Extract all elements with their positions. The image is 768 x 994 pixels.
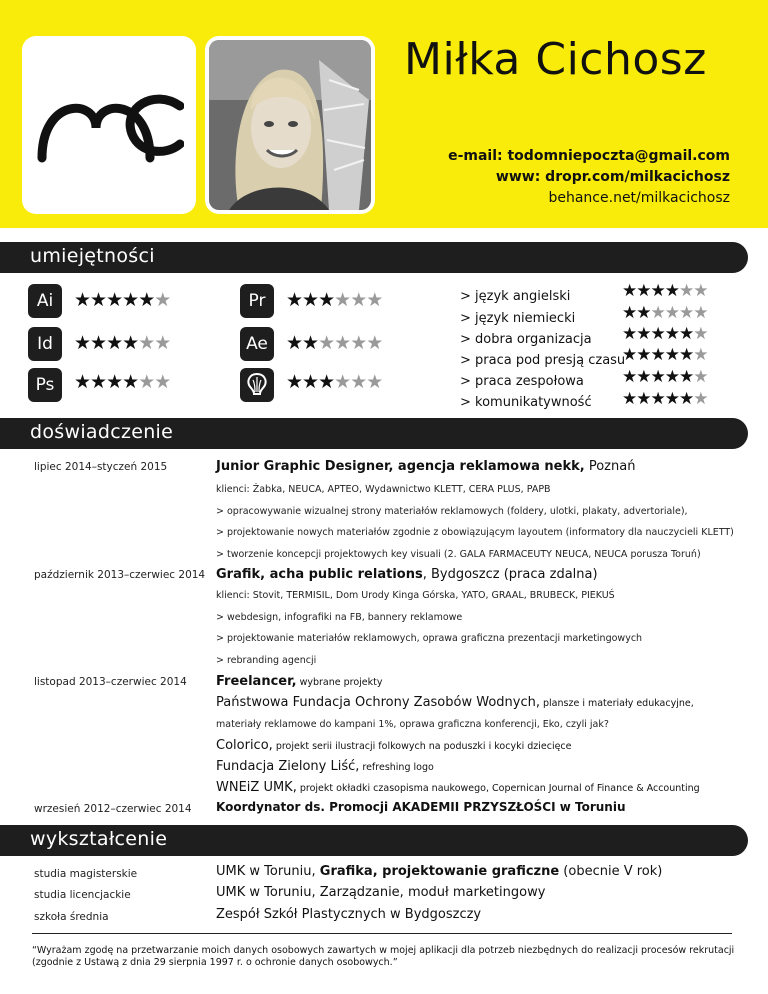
star-filled-icon: ★ [664,281,679,301]
bulb-icon [240,368,274,402]
section-skills [0,242,748,273]
star-filled-icon: ★ [286,371,303,393]
star-filled-icon: ★ [622,389,637,409]
star-filled-icon: ★ [664,367,679,387]
logo [22,36,196,214]
star-empty-icon: ★ [318,332,335,354]
job-role: Freelancer, [216,674,297,689]
project-client: Colorico, [216,738,273,753]
star-filled-icon: ★ [302,332,319,354]
portrait-image [209,40,371,210]
star-empty-icon: ★ [350,371,367,393]
star-empty-icon: ★ [334,289,351,311]
footer-divider [32,933,732,934]
star-filled-icon: ★ [318,289,335,311]
star-filled-icon: ★ [636,345,651,365]
rating-stars [286,332,382,354]
job-role: Grafik, acha public relations [216,567,423,582]
star-empty-icon: ★ [138,332,155,354]
job-bullet: > projektowanie nowych materiałów zgodnie z obowiązującym layoutem (informatory dla nauczycieli KLETT) [216,527,734,538]
rating-stars [286,289,382,311]
skill-item: > praca pod presją czasu [460,353,626,368]
star-filled-icon: ★ [650,281,665,301]
education-level: szkoła średnia [34,911,109,923]
rating-stars [622,303,708,323]
job-date: wrzesień 2012–czerwiec 2014 [34,803,192,815]
star-filled-icon: ★ [679,345,694,365]
star-filled-icon: ★ [664,345,679,365]
star-empty-icon: ★ [366,289,383,311]
rating-stars [622,389,708,409]
star-empty-icon: ★ [350,289,367,311]
star-filled-icon: ★ [636,303,651,323]
section-experience [0,418,748,449]
star-empty-icon: ★ [693,281,708,301]
profile-photo [205,36,375,214]
star-filled-icon: ★ [122,371,139,393]
star-filled-icon: ★ [286,289,303,311]
section-education [0,825,748,856]
skill-item: > dobra organizacja [460,332,592,347]
star-filled-icon: ★ [636,367,651,387]
project-desc: materiały reklamowe do kampani 1%, oprawa graficzna konferencji, Eko, czyli jak? [216,719,609,730]
star-filled-icon: ★ [650,389,665,409]
job-role-note: wybrane projekty [296,677,383,688]
star-empty-icon: ★ [154,371,171,393]
job-date: listopad 2013–czerwiec 2014 [34,676,187,688]
premiere-icon: Pr [240,284,274,318]
project-desc: projekt serii ilustracji folkowych na poduszki i kocyki dziecięce [272,741,572,752]
job-date: październik 2013–czerwiec 2014 [34,569,206,581]
star-filled-icon: ★ [318,371,335,393]
project-client: WNEiZ UMK, [216,780,297,795]
education-school: Zespół Szkół Plastycznych w Bydgoszczy [216,907,482,922]
job-bullet: > rebranding agencji [216,655,317,666]
star-empty-icon: ★ [679,281,694,301]
education-level: studia licencjackie [34,889,131,901]
rating-stars [622,281,708,301]
star-empty-icon: ★ [693,303,708,323]
job-title [216,800,626,814]
star-filled-icon: ★ [74,371,91,393]
page-title: Miłka Cichosz [404,34,707,85]
star-empty-icon: ★ [693,389,708,409]
star-filled-icon: ★ [74,289,91,311]
indesign-icon: Id [28,327,62,361]
star-filled-icon: ★ [622,303,637,323]
gdpr-consent: “Wyrażam zgodę na przetwarzanie moich danych osobowych zawartych w mojej aplikacji dla potrzeb niezbędnych do realizacji procesów rekrutacji (zgodnie z Ustawą z dnia 29 sierpnia 1997 r. o ochronie danych osobowych.” [32,945,735,968]
star-empty-icon: ★ [154,332,171,354]
skill-item: > język niemiecki [460,311,576,326]
project-client: Państwowa Fundacja Ochrony Zasobów Wodnych, [216,695,540,710]
star-filled-icon: ★ [622,324,637,344]
star-filled-icon: ★ [622,281,637,301]
rating-stars [622,345,708,365]
star-filled-icon: ★ [106,332,123,354]
star-filled-icon: ★ [90,371,107,393]
skill-item: > praca zespołowa [460,374,584,389]
job-date: lipiec 2014–styczeń 2015 [34,461,168,473]
job-role: Junior Graphic Designer, agencja reklamowa nekk, [216,459,585,474]
project-desc: refreshing logo [359,762,434,773]
mc-monogram-icon [34,88,184,164]
job-role: Koordynator ds. Promocji AKADEMII PRZYSZŁOŚCI w Toruniu [216,800,626,814]
star-filled-icon: ★ [679,324,694,344]
behance-link[interactable]: behance.net/milkacichosz [548,190,730,206]
star-empty-icon: ★ [366,332,383,354]
job-clients: klienci: Stovit, TERMISIL, Dom Urody Kinga Górska, YATO, GRAAL, BRUBECK, PIEKUŚ [216,590,615,601]
contact-info [448,146,730,209]
star-empty-icon: ★ [664,303,679,323]
star-filled-icon: ★ [650,367,665,387]
header [0,0,768,228]
star-filled-icon: ★ [90,332,107,354]
star-filled-icon: ★ [679,389,694,409]
star-filled-icon: ★ [302,371,319,393]
section-title: umiejętności [30,245,155,267]
star-filled-icon: ★ [679,367,694,387]
star-filled-icon: ★ [622,345,637,365]
star-empty-icon: ★ [679,303,694,323]
photoshop-icon: Ps [28,368,62,402]
rating-stars [74,371,170,393]
education-item [216,864,662,879]
star-filled-icon: ★ [286,332,303,354]
email-link[interactable]: e-mail: todomniepoczta@gmail.com [448,148,730,164]
project-item [216,695,694,710]
skill-item: > komunikatywność [460,395,592,410]
star-filled-icon: ★ [106,289,123,311]
star-empty-icon: ★ [334,332,351,354]
star-empty-icon: ★ [366,371,383,393]
aftereffects-icon: Ae [240,327,274,361]
job-title [216,674,382,689]
star-filled-icon: ★ [90,289,107,311]
star-filled-icon: ★ [122,332,139,354]
education-item [216,907,481,922]
skill-item: > język angielski [460,289,571,304]
project-desc: plansze i materiały edukacyjne, [539,698,694,709]
rating-stars [622,324,708,344]
star-empty-icon: ★ [138,371,155,393]
project-client: Fundacja Zielony Liść, [216,759,360,774]
rating-stars [74,289,170,311]
star-filled-icon: ★ [664,324,679,344]
rating-stars [74,332,170,354]
illustrator-icon: Ai [28,284,62,318]
star-empty-icon: ★ [154,289,171,311]
star-empty-icon: ★ [650,303,665,323]
star-empty-icon: ★ [350,332,367,354]
star-filled-icon: ★ [106,371,123,393]
job-bullet: > webdesign, infografiki na FB, bannery reklamowe [216,612,463,623]
job-place: Poznań [584,459,636,474]
star-filled-icon: ★ [74,332,91,354]
project-item [216,759,434,774]
education-level: studia magisterskie [34,868,138,880]
star-filled-icon: ★ [650,345,665,365]
job-place: , Bydgoszcz (praca zdalna) [422,567,598,582]
education-school: UMK w Toruniu, [216,864,320,879]
star-filled-icon: ★ [302,289,319,311]
star-empty-icon: ★ [334,371,351,393]
rating-stars [622,367,708,387]
job-title [216,567,598,582]
education-item [216,885,545,900]
website-link[interactable]: www: dropr.com/milkacichosz [495,169,730,185]
job-clients: klienci: Żabka, NEUCA, APTEO, Wydawnictwo KLETT, CERA PLUS, PAPB [216,484,551,495]
star-filled-icon: ★ [122,289,139,311]
education-note: (obecnie V rok) [559,864,663,879]
section-title: doświadczenie [30,421,174,443]
star-filled-icon: ★ [636,281,651,301]
star-empty-icon: ★ [693,367,708,387]
project-item [216,780,700,795]
star-filled-icon: ★ [636,324,651,344]
star-empty-icon: ★ [693,324,708,344]
education-field: Grafika, projektowanie graficzne [319,864,560,879]
star-empty-icon: ★ [693,345,708,365]
job-bullet: > projektowanie materiałów reklamowych, oprawa graficzna prezentacji marketingowych [216,633,643,644]
star-filled-icon: ★ [622,367,637,387]
job-bullet: > opracowywanie wizualnej strony materiałów reklamowych (foldery, ulotki, plakaty, advertoriale), [216,506,688,517]
job-bullet: > tworzenie koncepcji projektowych key visuali (2. GALA FARMACEUTY NEUCA, NEUCA porusza Toruń) [216,549,701,560]
star-filled-icon: ★ [650,324,665,344]
project-item [216,738,572,753]
job-title [216,459,635,474]
education-school: UMK w Toruniu, Zarządzanie, moduł marketingowy [216,885,546,900]
star-filled-icon: ★ [636,389,651,409]
rating-stars [286,371,382,393]
star-filled-icon: ★ [664,389,679,409]
project-desc: projekt okładki czasopisma naukowego, Copernican Journal of Finance & Accounting [296,783,700,794]
section-title: wykształcenie [30,828,168,850]
star-filled-icon: ★ [138,289,155,311]
